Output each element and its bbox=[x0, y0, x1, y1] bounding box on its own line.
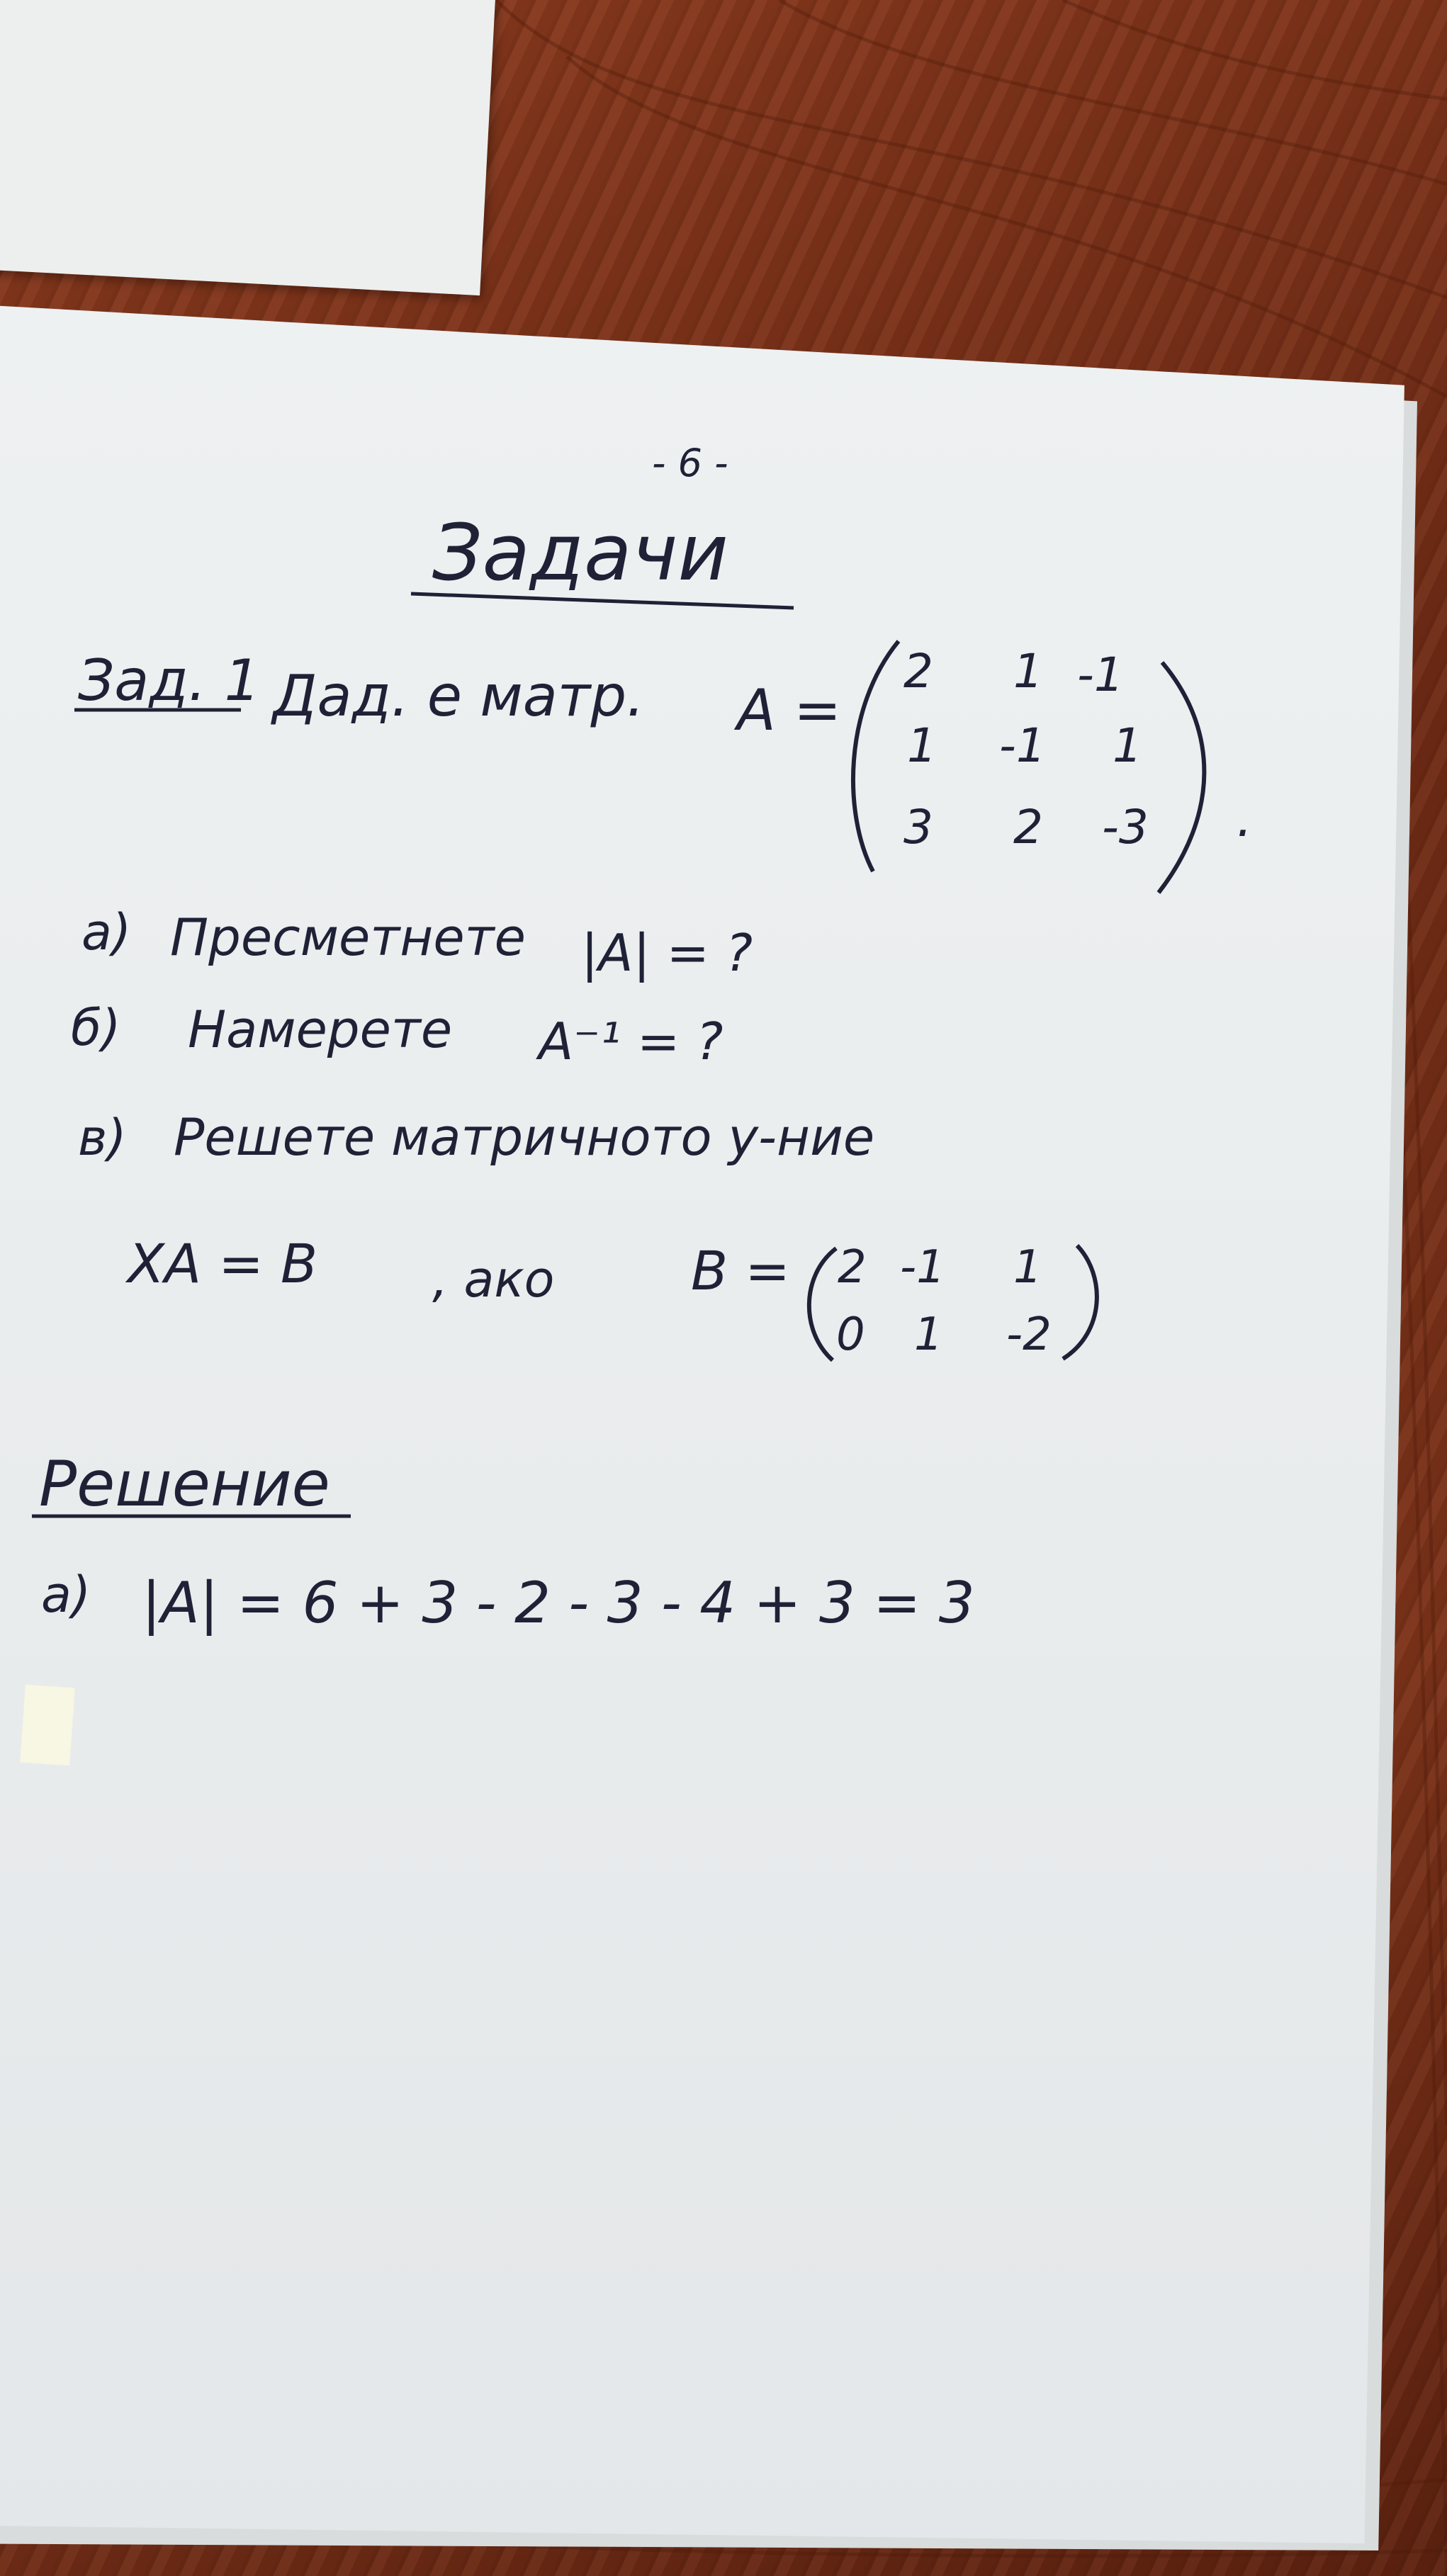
matrix-a-cell: -3 bbox=[1102, 800, 1149, 854]
solution-heading: Решение bbox=[39, 1447, 330, 1520]
matrix-a-cell: -1 bbox=[1077, 648, 1124, 702]
matrix-equation: XA = B bbox=[128, 1232, 318, 1295]
part-c-label: в) bbox=[78, 1109, 127, 1167]
equation-condition: , ако bbox=[432, 1250, 555, 1309]
part-a-formula: |A| = ? bbox=[581, 923, 753, 983]
matrix-a-cell: 1 bbox=[1013, 644, 1043, 699]
matrix-a-left-paren bbox=[853, 641, 899, 871]
matrix-a-period: . bbox=[1237, 790, 1253, 848]
solution-determinant: |A| = 6 + 3 - 2 - 3 - 4 + 3 = 3 bbox=[142, 1570, 975, 1636]
problem-intro: Дад. е матр. bbox=[273, 663, 645, 729]
page-heading: Задачи bbox=[432, 507, 728, 598]
matrix-a-cell: 2 bbox=[903, 644, 933, 699]
problem-label: Зад. 1 bbox=[78, 648, 261, 713]
matrix-a-cell: 1 bbox=[907, 718, 937, 773]
matrix-b-right-paren bbox=[1063, 1245, 1097, 1359]
part-b-text: Намерете bbox=[188, 1000, 453, 1059]
matrix-b-name: B = bbox=[691, 1239, 790, 1302]
matrix-b-cell: -1 bbox=[900, 1241, 945, 1294]
matrix-a bbox=[903, 644, 1149, 854]
matrix-b-cell: 1 bbox=[1013, 1241, 1042, 1294]
matrix-a-cell: 2 bbox=[1013, 800, 1043, 854]
matrix-a-cell: 1 bbox=[1113, 718, 1142, 773]
matrix-b-cell: 2 bbox=[838, 1241, 867, 1294]
matrix-a-cell: -1 bbox=[999, 718, 1046, 773]
matrix-b bbox=[836, 1241, 1052, 1361]
part-c-text: Решете матричното у-ние bbox=[174, 1107, 875, 1167]
part-b-label: б) bbox=[71, 999, 121, 1057]
matrix-a-right-paren bbox=[1159, 662, 1204, 893]
matrix-a-name: A = bbox=[737, 677, 842, 743]
part-a-text: Пресметнете bbox=[170, 908, 526, 967]
matrix-a-cell: 3 bbox=[903, 800, 933, 854]
matrix-b-cell: 1 bbox=[914, 1309, 943, 1361]
matrix-b-left-paren bbox=[809, 1248, 836, 1360]
matrix-b-cell: 0 bbox=[836, 1309, 865, 1361]
part-b-formula: A⁻¹ = ? bbox=[539, 1012, 724, 1071]
page-number: - 6 - bbox=[652, 441, 728, 485]
solution-label: а) bbox=[41, 1566, 91, 1624]
part-a-label: а) bbox=[81, 903, 132, 961]
matrix-b-cell: -2 bbox=[1006, 1309, 1052, 1361]
